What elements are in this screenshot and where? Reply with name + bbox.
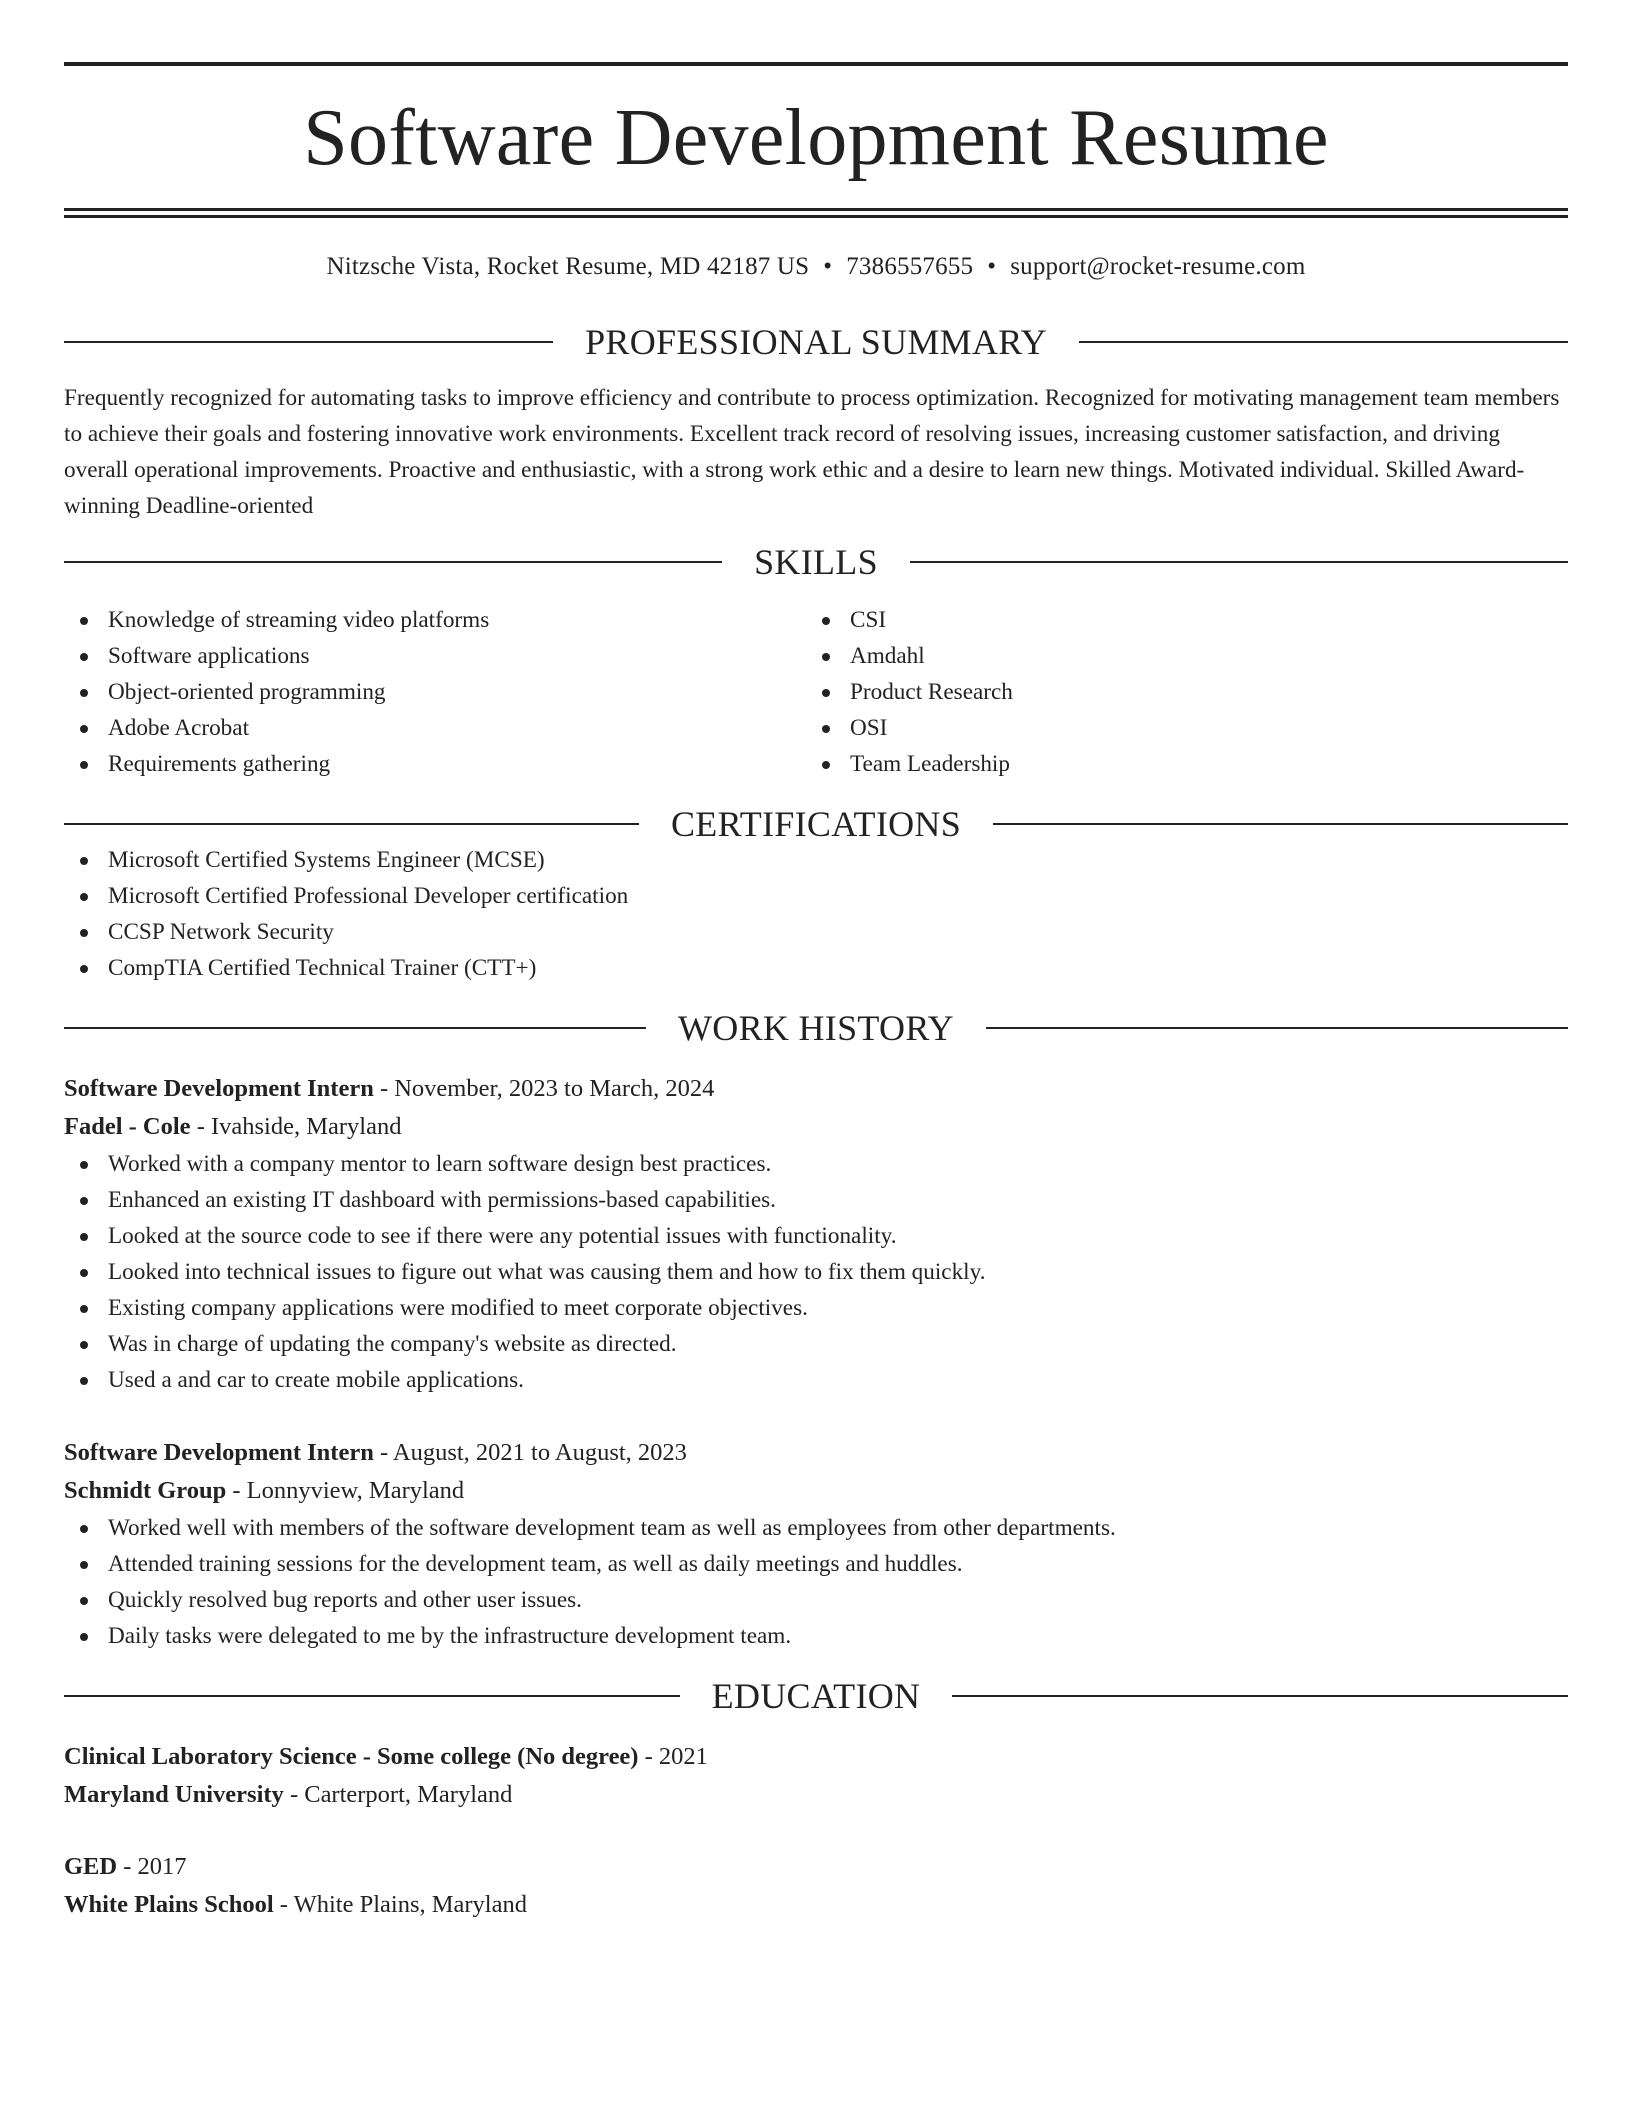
- education-degree-line: [64, 1848, 1568, 1886]
- job-location: - Ivahside, Maryland: [190, 1113, 402, 1140]
- skill-item: Amdahl: [806, 638, 1548, 674]
- education-year: - 2021: [638, 1743, 708, 1770]
- section-header-summary: [64, 324, 1568, 360]
- job-dates: - August, 2021 to August, 2023: [373, 1439, 687, 1466]
- education-location: - White Plains, Maryland: [273, 1891, 527, 1918]
- job-bullet: Worked with a company mentor to learn software design best practices.: [64, 1146, 1568, 1182]
- job-role-line: [64, 1434, 1568, 1472]
- certification-item: CCSP Network Security: [64, 914, 1568, 950]
- skill-item: Requirements gathering: [64, 746, 806, 782]
- job-location: - Lonnyview, Maryland: [226, 1477, 465, 1504]
- skill-item: OSI: [806, 710, 1548, 746]
- job-bullets: [64, 1510, 1568, 1654]
- section-rule-right: [952, 1695, 1568, 1697]
- education-degree: Clinical Laboratory Science - Some college (No degree): [64, 1743, 639, 1770]
- resume-title: Software Development Resume: [303, 94, 1329, 182]
- skill-item: Team Leadership: [806, 746, 1548, 782]
- section-rule-left: [64, 823, 639, 825]
- education-school-line: [64, 1886, 1568, 1924]
- job-company: Schmidt Group: [64, 1477, 227, 1504]
- contact-phone: 7386557655: [846, 253, 974, 280]
- skills-column-left: [64, 602, 806, 782]
- contact-email: support@rocket-resume.com: [1010, 253, 1306, 280]
- education-location: - Carterport, Maryland: [283, 1781, 513, 1808]
- section-header-work-history: [64, 1010, 1568, 1046]
- job-company-line: [64, 1472, 1568, 1510]
- certification-item: Microsoft Certified Professional Developer certification: [64, 878, 1568, 914]
- job-entry: [64, 1434, 1568, 1654]
- job-company-line: [64, 1108, 1568, 1146]
- education-year: - 2017: [117, 1853, 187, 1880]
- certifications-list: [64, 842, 1568, 986]
- job-bullet: Used a and car to create mobile applications.: [64, 1362, 1568, 1398]
- job-dates: - November, 2023 to March, 2024: [373, 1075, 715, 1102]
- contact-separator: •: [823, 253, 833, 280]
- section-header-education: [64, 1678, 1568, 1714]
- section-rule-right: [986, 1027, 1568, 1029]
- education-entry: [64, 1738, 1568, 1814]
- job-bullet: Looked into technical issues to figure out what was causing them and how to fix them quickly.: [64, 1254, 1568, 1290]
- section-title-work-history: WORK HISTORY: [678, 1008, 954, 1048]
- section-rule-left: [64, 1695, 680, 1697]
- job-bullet: Enhanced an existing IT dashboard with permissions-based capabilities.: [64, 1182, 1568, 1218]
- education-school: Maryland University: [64, 1781, 284, 1808]
- education-degree-line: [64, 1738, 1568, 1776]
- job-bullet: Quickly resolved bug reports and other user issues.: [64, 1582, 1568, 1618]
- skill-item: Adobe Acrobat: [64, 710, 806, 746]
- title-double-rule: [64, 208, 1568, 218]
- skill-item: CSI: [806, 602, 1548, 638]
- certification-item: Microsoft Certified Systems Engineer (MCSE): [64, 842, 1568, 878]
- top-rule: [64, 62, 1568, 66]
- section-title-education: EDUCATION: [711, 1676, 921, 1716]
- skills-grid: [64, 602, 1568, 782]
- section-header-certifications: [64, 806, 1568, 842]
- section-title-summary: PROFESSIONAL SUMMARY: [585, 322, 1047, 362]
- section-rule-left: [64, 1027, 646, 1029]
- skill-item: Software applications: [64, 638, 806, 674]
- contact-separator: •: [987, 253, 997, 280]
- section-rule-left: [64, 561, 722, 563]
- job-bullet: Existing company applications were modified to meet corporate objectives.: [64, 1290, 1568, 1326]
- section-title-certifications: CERTIFICATIONS: [670, 804, 962, 844]
- job-company: Fadel - Cole: [64, 1113, 191, 1140]
- skill-item: Object-oriented programming: [64, 674, 806, 710]
- job-entry: [64, 1070, 1568, 1398]
- job-role-line: [64, 1070, 1568, 1108]
- section-header-skills: [64, 544, 1568, 580]
- job-bullet: Looked at the source code to see if there were any potential issues with functionality.: [64, 1218, 1568, 1254]
- summary-text: Frequently recognized for automating tasks to improve efficiency and contribute to process optimization. Recognized for motivating management team members to achieve their goals and fostering innovative work environments. Excellent track record of resolving issues, increasing customer satisfaction, and driving overall operational improvements. Proactive and enthusiastic, with a strong work ethic and a desire to learn new things. Motivated individual. Skilled Award-winning Deadline-oriented: [64, 385, 1560, 519]
- section-title-skills: SKILLS: [754, 542, 878, 582]
- skill-item: Product Research: [806, 674, 1548, 710]
- education-school-line: [64, 1776, 1568, 1814]
- contact-line: [64, 252, 1568, 282]
- certification-item: CompTIA Certified Technical Trainer (CTT+): [64, 950, 1568, 986]
- skills-column-right: [806, 602, 1548, 782]
- education-school: White Plains School: [64, 1891, 274, 1918]
- job-bullet: Attended training sessions for the development team, as well as daily meetings and huddles.: [64, 1546, 1568, 1582]
- job-role: Software Development Intern: [64, 1439, 374, 1466]
- job-bullets: [64, 1146, 1568, 1398]
- section-rule-right: [993, 823, 1568, 825]
- section-rule-right: [910, 561, 1568, 563]
- section-rule-right: [1079, 341, 1568, 343]
- education-entry: [64, 1848, 1568, 1924]
- contact-address: Nitzsche Vista, Rocket Resume, MD 42187 US: [326, 253, 810, 280]
- job-bullet: Was in charge of updating the company's website as directed.: [64, 1326, 1568, 1362]
- section-rule-left: [64, 341, 553, 343]
- education-degree: GED: [64, 1853, 118, 1880]
- job-bullet: Daily tasks were delegated to me by the infrastructure development team.: [64, 1618, 1568, 1654]
- job-bullet: Worked well with members of the software development team as well as employees from other departments.: [64, 1510, 1568, 1546]
- job-role: Software Development Intern: [64, 1075, 374, 1102]
- skill-item: Knowledge of streaming video platforms: [64, 602, 806, 638]
